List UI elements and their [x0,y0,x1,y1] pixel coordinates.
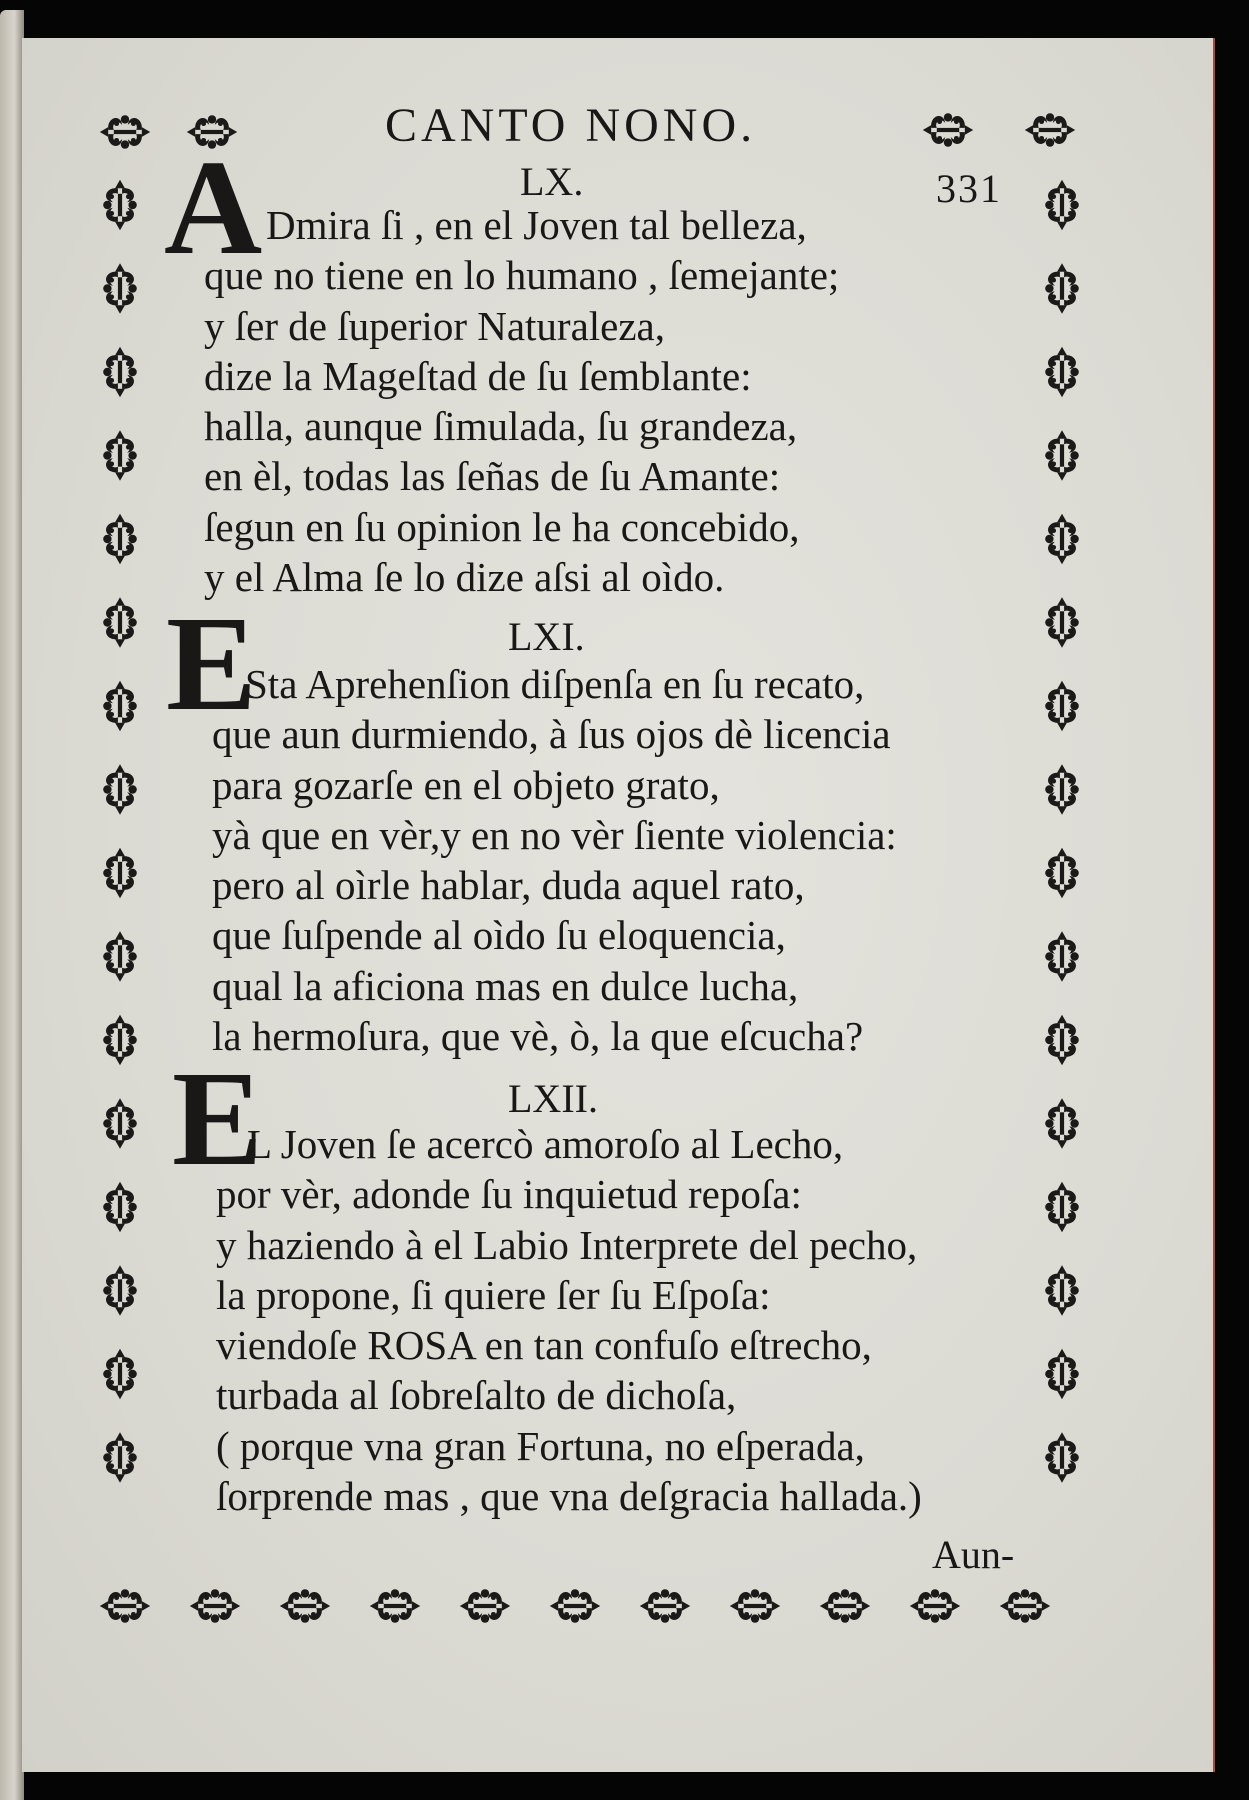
fleuron-ornament [1045,681,1079,731]
fleuron-ornament [1045,263,1079,313]
verse-line: ( porque vna gran Fortuna, no eſperada, [216,1422,865,1469]
fleuron-ornament [103,1182,137,1232]
fleuron-ornament [370,1589,420,1623]
verse-line: que ſuſpende al oìdo ſu eloquencia, [212,912,786,959]
fleuron-ornament [190,1589,240,1623]
fleuron-ornament [103,848,137,898]
verse-line: dize la Mageſtad de ſu ſemblante: [204,352,752,399]
drop-cap: E [172,1044,263,1194]
verse-line: la propone, ſi quiere ſer ſu Eſpoſa: [216,1271,771,1318]
fleuron-ornament [1045,430,1079,480]
fleuron-ornament [550,1589,600,1623]
fleuron-ornament [1000,1589,1050,1623]
fleuron-ornament [1045,180,1079,230]
verse-line: en èl, todas las ſeñas de ſu Amante: [204,453,781,500]
catchword: Aun- [932,1532,1015,1577]
verse-line: y haziendo à el Labio Interprete del pecho, [216,1221,918,1268]
stanza [212,659,897,1061]
fleuron-ornament [1045,514,1079,564]
verse-line: viendoſe ROSA en tan confuſo eſtrecho, [216,1322,872,1369]
fleuron-ornament [1045,1265,1079,1315]
fleuron-ornament [1045,764,1079,814]
fleuron-ornament [103,1432,137,1482]
fleuron-ornament [923,113,973,147]
verse-line: ſorprende mas , que vna deſgracia hallada.) [216,1473,922,1520]
verse-line: que no tiene en lo humano , ſemejante; [204,252,840,299]
verse-line: para gozarſe en el objeto grato, [212,761,720,808]
fleuron-ornament [1045,1182,1079,1232]
fleuron-ornament [103,931,137,981]
fleuron-ornament [1045,347,1079,397]
fleuron-ornament [103,347,137,397]
verse-line: Dmira ſi , en el Joven tal belleza, [266,202,807,248]
stanza [204,200,839,602]
verse-line: por vèr, adonde ſu inquietud repoſa: [216,1171,802,1218]
fleuron-ornament [280,1589,330,1623]
fleuron-ornament [640,1589,690,1623]
fleuron-ornament [460,1589,510,1623]
fleuron-ornament [730,1589,780,1623]
fleuron-ornament [100,115,150,149]
drop-cap: E [166,589,257,739]
fleuron-ornament [103,764,137,814]
fleuron-ornament [910,1589,960,1623]
fleuron-ornament [103,1349,137,1399]
stanza-numeral: LXI. [508,614,585,659]
running-head-title: CANTO NONO. [385,99,757,152]
verse-line: pero al oìrle hablar, duda aquel rato, [212,862,805,909]
verse-line: ſegun en ſu opinion le ha concebido, [204,503,800,550]
verse-line: L Joven ſe acercò amoroſo al Lecho, [247,1121,844,1167]
verse-line: que aun durmiendo, à ſus ojos dè licencia [212,711,891,758]
stanza-numeral: LX. [520,159,584,204]
verse-line: la hermoſura, que vè, ò, la que eſcucha? [212,1013,864,1060]
fleuron-ornament [103,514,137,564]
page-number: 331 [936,166,1002,211]
fleuron-ornament [100,1589,150,1623]
verse-line: y el Alma ſe lo dize aſsi al oìdo. [204,554,725,601]
fleuron-ornament [103,1265,137,1315]
verse-line: qual la aficiona mas en dulce lucha, [212,962,799,1009]
stanza [216,1119,922,1521]
fleuron-ornament [1045,1015,1079,1065]
verse-line: yà que en vèr,y en no vèr ſiente violencia: [212,811,897,858]
fleuron-ornament [820,1589,870,1623]
fleuron-ornament [1045,1432,1079,1482]
verse-line: turbada al ſobreſalto de dichoſa, [216,1372,737,1419]
verse-line: y ſer de ſuperior Naturaleza, [204,302,666,349]
fleuron-ornament [1045,597,1079,647]
stanza-numeral: LXII. [508,1076,598,1121]
fleuron-ornament [1045,1349,1079,1399]
fleuron-ornament [1045,848,1079,898]
fleuron-ornament [103,1098,137,1148]
fleuron-ornament [103,681,137,731]
fleuron-ornament [1045,1098,1079,1148]
fleuron-ornament [103,180,137,230]
verse-line: halla, aunque ſimulada, ſu grandeza, [204,403,798,450]
fleuron-ornament [1045,931,1079,981]
fleuron-ornament [103,597,137,647]
fleuron-ornament [1025,113,1075,147]
verse-line: Sta Aprehenſion diſpenſa en ſu recato, [245,661,865,707]
drop-cap: A [164,133,263,283]
fleuron-ornament [103,1015,137,1065]
fleuron-ornament [103,430,137,480]
fleuron-ornament [103,263,137,313]
